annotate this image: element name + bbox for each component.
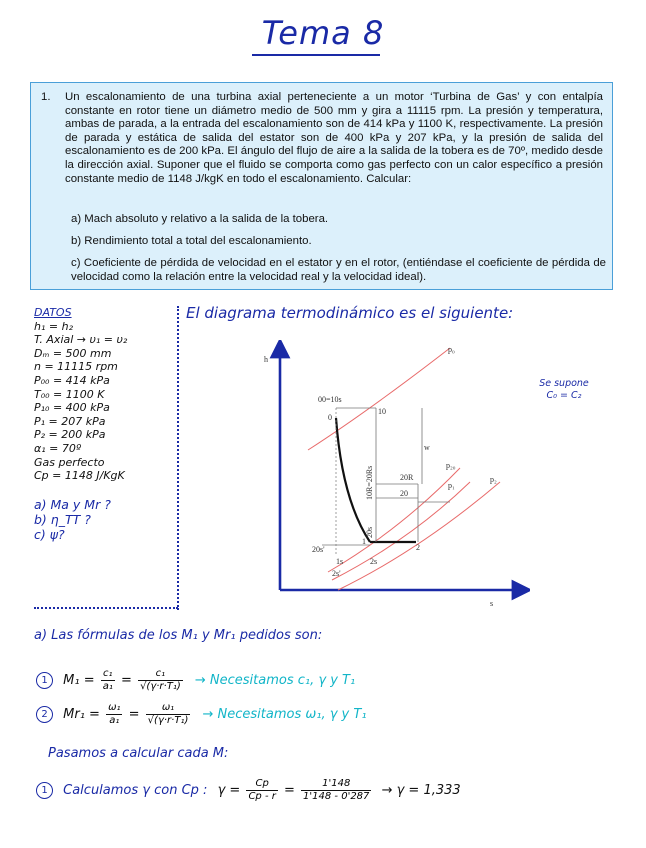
fraction-denominator: √(γ·r·T₁) bbox=[140, 681, 181, 692]
datos-panel bbox=[34, 306, 172, 542]
label-20s-prime: 20s' bbox=[312, 545, 325, 554]
datos-line: α₁ = 70º bbox=[34, 441, 82, 455]
problem-statement-box bbox=[30, 82, 613, 290]
datos-line: P₀₀ = 414 kPa bbox=[34, 373, 110, 387]
pasamos-heading: Pasamos a calcular cada M: bbox=[48, 746, 229, 761]
gamma-result: → γ = 1,333 bbox=[381, 783, 461, 798]
datos-line: Dₘ = 500 mm bbox=[34, 346, 112, 360]
fraction-denominator: 1'148 - 0'287 bbox=[303, 791, 370, 802]
label-h: h bbox=[264, 355, 268, 364]
label-10: 10 bbox=[378, 407, 386, 416]
fraction-numerator: ω₁ bbox=[146, 702, 191, 715]
fraction-numerator: ω₁ bbox=[108, 702, 121, 713]
label-w: w bbox=[424, 443, 430, 452]
label-p0: p₀ bbox=[448, 345, 455, 354]
ask-b: b) η_TT ? bbox=[34, 511, 91, 527]
datos-line: P₁₀ = 400 kPa bbox=[34, 401, 110, 415]
label-2s-prime: 2s' bbox=[332, 569, 341, 578]
fraction-numerator: 1'148 bbox=[301, 778, 371, 791]
label-p2: p₂ bbox=[490, 475, 497, 484]
label-s: s bbox=[490, 599, 494, 608]
diagram-heading: El diagrama termodinámico es el siguiente: bbox=[186, 304, 514, 322]
label-20R: 20R bbox=[400, 473, 414, 482]
fraction-numerator: c₁ bbox=[138, 668, 183, 681]
title-underline bbox=[252, 54, 380, 56]
datos-line: h₁ = h₂ bbox=[34, 319, 73, 333]
page-title: Tema 8 bbox=[261, 14, 385, 52]
problem-number: 1. bbox=[41, 91, 51, 103]
equals-sign: = bbox=[284, 783, 295, 798]
gamma-calculation bbox=[36, 778, 461, 803]
datos-line: Cp = 1148 J/KgK bbox=[34, 469, 125, 483]
step-number: 1 bbox=[36, 782, 53, 799]
datos-line: Gas perfecto bbox=[34, 455, 105, 469]
equals-sign: = bbox=[121, 673, 132, 688]
ask-a: a) Ma y Mr ? bbox=[34, 496, 111, 512]
formula-note: → Necesitamos c₁, γ y T₁ bbox=[194, 673, 356, 688]
formula-lhs: M₁ = bbox=[63, 673, 95, 688]
option-c: c) Coeficiente de pérdida de velocidad en el estator y en el rotor, (entiéndase el coeficiente de pérdida de velocidad como la relación entre la velocidad real y la velocidad ideal). bbox=[71, 257, 606, 283]
fraction-denominator: Cp - r bbox=[248, 791, 276, 802]
hs-diagram bbox=[250, 340, 530, 610]
assumption-line: C₀ = C₂ bbox=[546, 390, 582, 401]
datos-line: n = 11115 rpm bbox=[34, 360, 118, 374]
problem-statement: Un escalonamiento de una turbina axial perteneciente a un motor ‘Turbina de Gas’ y con entalpía constante en rotor tiene un diámetro medio de 500 mm y gira a 11115 rpm. La presión y temperatura, ambas de parada, a la entrada del escalonamiento son de 414 kPa y 1100 K, respectivamente. La presión de parada y estática de salida del estator son de 400 kPa y 207 kPa, y la presión de salida del escalonamiento es de 200 kPa. El ángulo del flujo de aire a la salida de la tobera es de 70º, medido desde la dirección axial. Suponer que el fluido se comporta como gas perfecto con un calor específico a presión constante medio de 1148 J/kgK en todo el escalonamiento. Calcular: bbox=[65, 91, 603, 185]
label-2: 2 bbox=[416, 543, 420, 552]
ask-c: c) ψ? bbox=[34, 526, 65, 542]
option-b: b) Rendimiento total a total del escalonamiento. bbox=[71, 235, 312, 247]
label-1: 1 bbox=[362, 537, 366, 546]
label-p1: p₁ bbox=[448, 481, 455, 490]
fraction-numerator: Cp bbox=[246, 778, 277, 791]
label-10R-20Rs: 10R=20Rs bbox=[365, 465, 374, 500]
fraction-denominator: a₁ bbox=[109, 715, 120, 726]
datos-line: P₂ = 200 kPa bbox=[34, 428, 106, 442]
label-p20: p₂₀ bbox=[446, 461, 456, 470]
fraction-denominator: √(γ·r·T₁) bbox=[147, 715, 189, 726]
formula-lhs: γ = bbox=[217, 783, 241, 798]
step-number: 2 bbox=[36, 706, 53, 723]
datos-line: T. Axial → υ₁ = υ₂ bbox=[34, 333, 128, 347]
assumption-note bbox=[520, 378, 608, 402]
datos-title: DATOS bbox=[34, 306, 72, 319]
isobar-p2 bbox=[338, 482, 500, 590]
fraction-numerator: c₁ bbox=[101, 668, 115, 681]
formula-note: → Necesitamos ω₁, γ y T₁ bbox=[202, 707, 367, 722]
vertical-divider bbox=[177, 306, 179, 610]
formula-lhs: Mr₁ = bbox=[63, 707, 100, 722]
fraction-denominator: a₁ bbox=[102, 681, 113, 692]
datos-line: T₀₀ = 1100 K bbox=[34, 387, 105, 401]
equals-sign: = bbox=[128, 707, 140, 722]
label-20s: 20s bbox=[365, 526, 374, 538]
section-a-heading: a) Las fórmulas de los M₁ y Mr₁ pedidos son: bbox=[34, 628, 323, 643]
formula-mach-absolute bbox=[36, 668, 355, 693]
calc-description: Calculamos γ con Cp : bbox=[63, 783, 208, 798]
assumption-line: Se supone bbox=[539, 378, 589, 389]
horizontal-divider bbox=[34, 607, 178, 609]
step-number: 1 bbox=[36, 672, 53, 689]
label-00-10s: 00=10s bbox=[318, 395, 342, 404]
option-a: a) Mach absoluto y relativo a la salida de la tobera. bbox=[71, 213, 329, 225]
label-2s: 2s bbox=[370, 557, 378, 566]
label-1s: 1s bbox=[336, 557, 344, 566]
datos-line: P₁ = 207 kPa bbox=[34, 414, 106, 428]
label-20: 20 bbox=[400, 489, 408, 498]
formula-mach-relative bbox=[36, 702, 367, 727]
label-0: 0 bbox=[328, 413, 332, 422]
